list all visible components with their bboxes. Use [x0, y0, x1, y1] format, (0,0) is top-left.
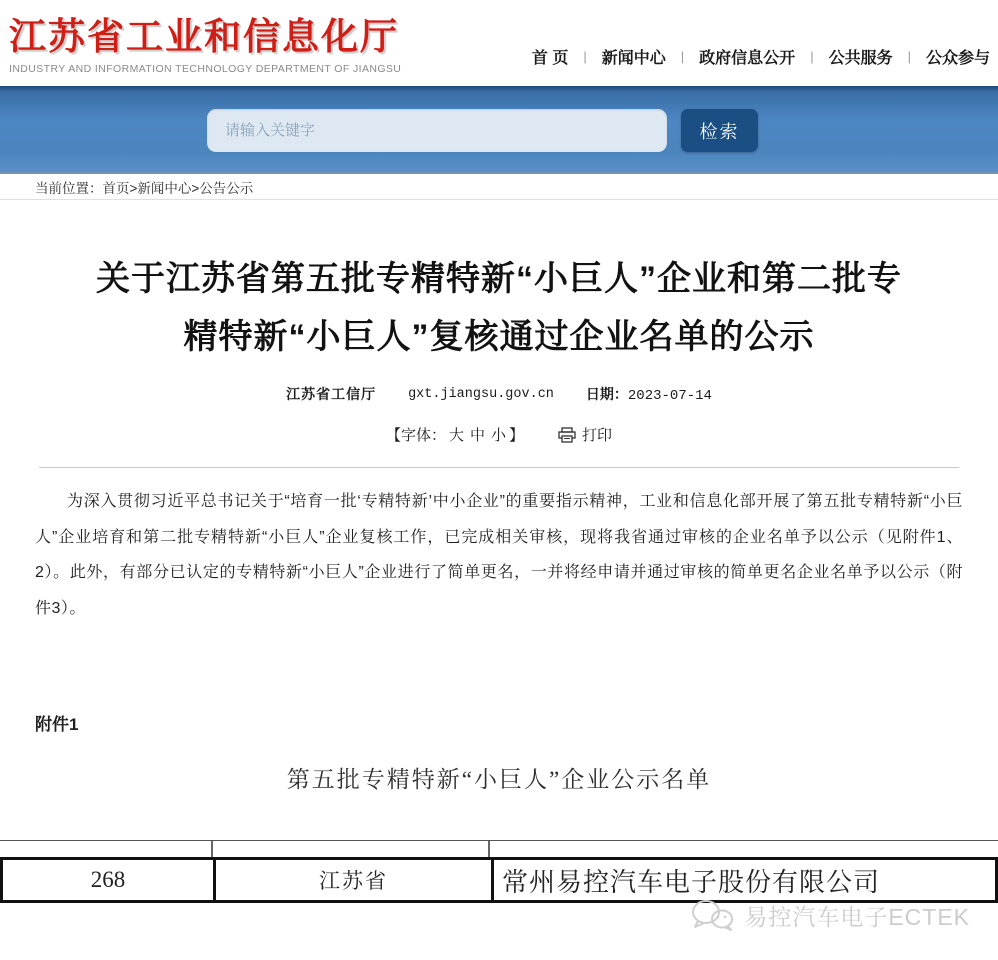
- watermark-text: 易控汽车电子ECTEK: [744, 903, 970, 930]
- article-controls: [35, 424, 963, 445]
- nav-item-gov-info[interactable]: 政府信息公开: [699, 50, 796, 67]
- site-logo[interactable]: [9, 6, 401, 75]
- font-size-large-button[interactable]: 大: [448, 427, 464, 444]
- nav-item-public-service[interactable]: 公共服务: [828, 50, 893, 67]
- article-body: 为深入贯彻习近平总书记关于“培育一批‘专精特新’中小企业”的重要指示精神，工业和信息化部开展了第五批专精特新“小巨人”企业培育和第二批专精特新“小巨人”企业复核工作，已完成相关审核，现将我省通过审核的企业名单予以公示（见附件1、2）。此外，有部分已认定的专精特新“小巨人”企业进行了简单更名，一并将经申请并通过审核的简单更名企业名单予以公示（附件3）。: [35, 493, 963, 617]
- nav-item-news[interactable]: 新闻中心: [601, 50, 666, 67]
- attachment-label: 附件1: [35, 715, 79, 734]
- article: [0, 250, 998, 626]
- site-header: [0, 0, 998, 86]
- search-banner: [0, 86, 998, 172]
- page-title-line1: 关于江苏省第五批专精特新“小巨人”企业和第二批专: [96, 260, 902, 298]
- date-value: 2023-07-14: [627, 388, 712, 404]
- attachment-title: 第五批专精特新“小巨人”企业公示名单: [286, 767, 712, 792]
- watermark: [690, 898, 970, 932]
- printer-icon: [558, 427, 576, 443]
- page-title: [35, 250, 963, 366]
- article-site-url: gxt.jiangsu.gov.cn: [408, 386, 554, 402]
- nav-separator: |: [583, 49, 587, 64]
- font-control-suffix: 】: [509, 427, 525, 444]
- font-size-medium-button[interactable]: 中: [469, 427, 485, 444]
- nav-separator: |: [680, 49, 685, 64]
- breadcrumb-path[interactable]: 首页>新闻中心>公告公示: [102, 180, 254, 196]
- logo-subtitle: INDUSTRY AND INFORMATION TECHNOLOGY DEPARTMENT OF JIANGSU: [9, 63, 402, 75]
- article-meta: [35, 384, 963, 404]
- page-title-line2: 精特新“小巨人”复核通过企业名单的公示: [183, 318, 815, 356]
- article-date: [586, 384, 712, 404]
- cell-company-name: 常州易控汽车电子股份有限公司: [491, 860, 995, 900]
- print-label: 打印: [582, 427, 613, 444]
- font-size-small-button[interactable]: 小: [491, 427, 507, 444]
- breadcrumb-label: 当前位置：: [35, 180, 103, 196]
- font-control-prefix: 【字体：: [385, 427, 446, 444]
- date-label: 日期：: [585, 386, 628, 402]
- font-size-control: [386, 424, 524, 445]
- cell-serial-number: 268: [90, 867, 126, 892]
- chat-bubbles-logo-icon: [690, 898, 736, 932]
- logo-title: 江苏省工业和信息化厅: [9, 16, 399, 57]
- breadcrumb: [0, 172, 998, 200]
- table-partial-row: [0, 840, 998, 857]
- search-input[interactable]: [207, 109, 667, 152]
- print-button[interactable]: [558, 424, 612, 445]
- table-column-stub: [213, 841, 490, 857]
- search-button[interactable]: 检索: [681, 109, 758, 152]
- main-nav: [532, 45, 990, 68]
- nav-item-participation[interactable]: 公众参与: [925, 50, 990, 67]
- section-divider: [39, 467, 959, 468]
- company-table: [0, 840, 998, 903]
- cell-province: 江苏省: [213, 860, 491, 900]
- table-row: [0, 857, 998, 903]
- article-source: 江苏省工信厅: [286, 386, 377, 402]
- nav-separator: |: [907, 49, 911, 64]
- table-column-stub: [0, 841, 213, 857]
- nav-separator: |: [810, 49, 814, 64]
- nav-item-home[interactable]: 首 页: [531, 50, 569, 67]
